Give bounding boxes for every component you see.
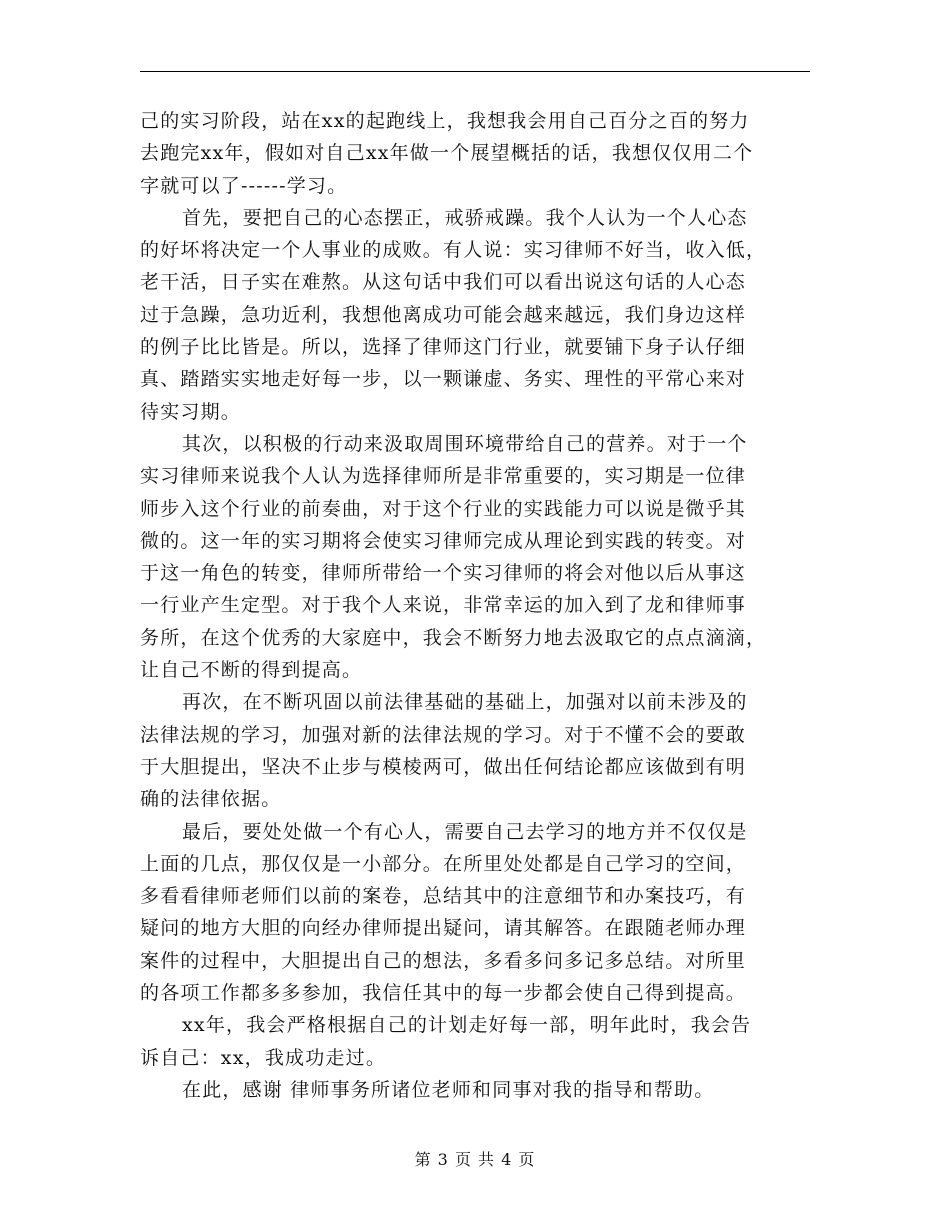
text-line: 务所，在这个优秀的大家庭中，我会不断努力地去汲取它的点点滴滴， [140,626,767,649]
text-line: 真、踏踏实实地走好每一步，以一颗谦虚、务实、理性的平常心来对 [140,368,747,391]
text-line: 疑问的地方大胆的向经办律师提出疑问，请其解答。在跟随老师办理 [140,917,747,940]
text-line: 字就可以了------学习。 [140,174,348,197]
text-line: 待实习期。 [140,400,242,423]
text-line: 的好坏将决定一个人事业的成败。有人说：实习律师不好当，收入低， [140,239,767,262]
text-line: 确的法律依据。 [140,788,282,811]
paragraph-start-line: 在此，感谢 律师事务所诸位老师和同事对我的指导和帮助。 [182,1078,715,1101]
text-line: 的各项工作都多多参加，我信任其中的每一步都会使自己得到提高。 [140,982,747,1005]
body-text [140,105,810,1106]
text-line: 去跑完xx年，假如对自己xx年做一个展望概括的话，我想仅仅用二个 [140,142,754,165]
paragraph-start-line: 再次，在不断巩固以前法律基础的基础上，加强对以前未涉及的 [182,691,748,714]
text-line: 于大胆提出，坚决不止步与模棱两可，做出任何结论都应该做到有明 [140,755,747,778]
text-line: 老干活，日子实在难熬。从这句话中我们可以看出说这句话的人心态 [140,271,747,294]
text-line: 上面的几点，那仅仅是一小部分。在所里处处都是自己学习的空间， [140,852,747,875]
text-line: 让自己不断的得到提高。 [140,659,363,682]
paragraph-start-line: 最后，要处处做一个有心人，需要自己去学习的地方并不仅仅是 [182,820,748,843]
page-number: 第 3 页 共 4 页 [414,1150,536,1169]
text-line: 实习律师来说我个人认为选择律师所是非常重要的，实习期是一位律 [140,465,747,488]
paragraph-start-line: 首先，要把自己的心态摆正，戒骄戒躁。我个人认为一个人心态 [182,206,748,229]
text-line: 法律法规的学习，加强对新的法律法规的学习。对于不懂不会的要敢 [140,723,747,746]
text-line: 的例子比比皆是。所以，选择了律师这门行业，就要铺下身子认仔细 [140,336,747,359]
text-line: 于这一角色的转变，律师所带给一个实习律师的将会对他以后从事这 [140,562,747,585]
text-line: 多看看律师老师们以前的案卷，总结其中的注意细节和办案技巧，有 [140,885,747,908]
text-line: 诉自己：xx，我成功走过。 [140,1046,387,1069]
text-line: 案件的过程中，大胆提出自己的想法，多看多问多记多总结。对所里 [140,949,747,972]
text-line: 一行业产生定型。对于我个人来说，非常幸运的加入到了龙和律师事 [140,594,747,617]
header-rule [140,71,810,72]
text-line: 微的。这一年的实习期将会使实习律师完成从理论到实践的转变。对 [140,529,747,552]
paragraph-start-line: 其次，以积极的行动来汲取周围环境带给自己的营养。对于一个 [182,432,748,455]
text-line: 己的实习阶段，站在xx的起跑线上，我想我会用自己百分之百的努力 [140,110,750,132]
text-line: 师步入这个行业的前奏曲，对于这个行业的实践能力可以说是微乎其 [140,497,747,520]
text-line: 过于急躁，急功近利，我想他离成功可能会越来越远，我们身边这样 [140,303,747,326]
paragraph-start-line: xx年，我会严格根据自己的计划走好每一部，明年此时，我会告 [182,1014,752,1037]
